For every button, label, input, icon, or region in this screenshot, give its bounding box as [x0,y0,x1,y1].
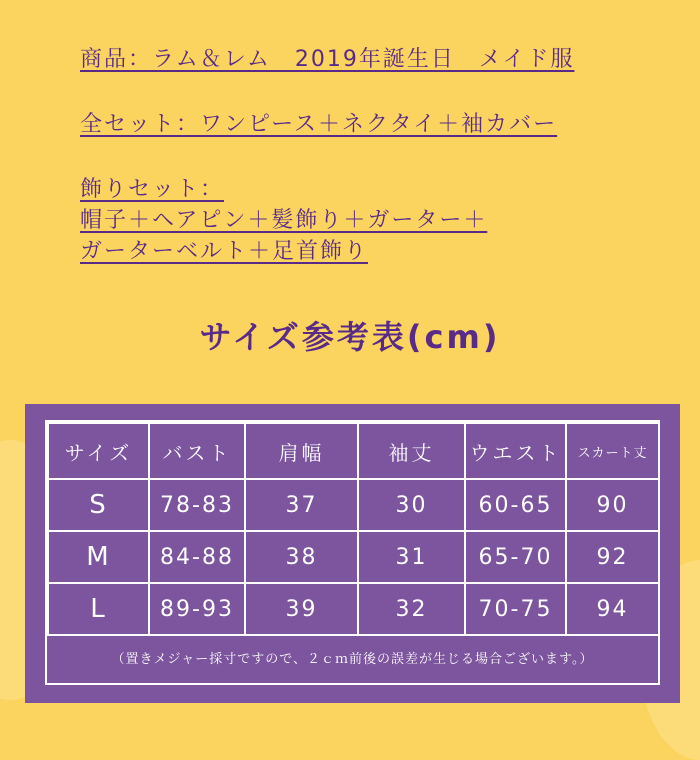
header-bust: バスト [149,423,245,479]
accessory-set-heading: 飾りセット： [80,177,225,202]
product-name-line: 商品：ラム＆レム 2019年誕生日 メイド服 [80,47,575,72]
header-size: サイズ [48,423,149,479]
table-cell: 37 [245,479,358,531]
table-cell: 38 [245,531,358,583]
table-cell-size: S [48,479,149,531]
table-cell: 32 [358,583,465,635]
table-cell: 65-70 [465,531,566,583]
table-cell: 39 [245,583,358,635]
table-cell: 70-75 [465,583,566,635]
size-table-frame [45,420,660,685]
header-waist: ウエスト [465,423,566,479]
size-table [47,422,660,636]
table-row [48,531,659,583]
table-cell: 90 [566,479,659,531]
table-cell: 94 [566,583,659,635]
table-cell: 89-93 [149,583,245,635]
header-sleeve: 袖丈 [358,423,465,479]
table-cell: 31 [358,531,465,583]
size-chart-panel [25,404,680,703]
measurement-note: （置きメジャー採寸ですので、２ｃｍ前後の誤差が生じる場合ございます。） [111,652,594,667]
table-header-row [48,423,659,479]
table-row [48,583,659,635]
table-cell: 84-88 [149,531,245,583]
accessory-list-line-1: 帽子＋ヘアピン＋髪飾り＋ガーター＋ [80,208,488,233]
table-cell-size: M [48,531,149,583]
table-cell: 78-83 [149,479,245,531]
table-cell: 60-65 [465,479,566,531]
table-cell-size: L [48,583,149,635]
size-chart-title: サイズ参考表(cm) [199,318,501,356]
accessory-list-line-2: ガーターベルト＋足首飾り [80,239,369,264]
table-row [48,479,659,531]
header-skirt-length: スカート丈 [566,423,659,479]
table-cell: 92 [566,531,659,583]
full-set-line: 全セット：ワンピース＋ネクタイ＋袖カバー [80,112,558,137]
header-shoulder: 肩幅 [245,423,358,479]
table-cell: 30 [358,479,465,531]
